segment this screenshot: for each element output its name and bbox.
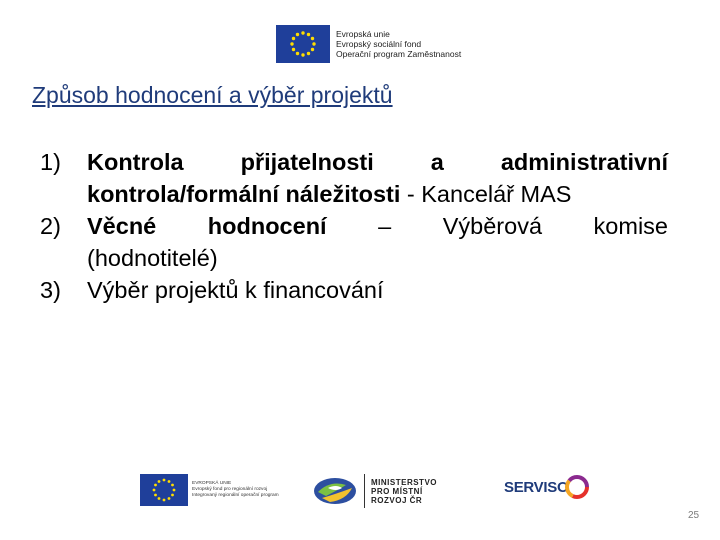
list-number: 2) [40,213,61,239]
list-item-text-bold: kontrola/formální náležitosti [87,181,401,207]
list-item-text: Výběr projektů k financování [87,277,384,303]
list-item-text: Kontrola přijatelnosti a administrativní [87,149,668,175]
list-item [40,146,668,210]
list-item-text-bold: Věcné hodnocení [87,213,327,239]
list-item-text: (hodnotitelé) [87,245,218,271]
page-number: 25 [688,510,700,521]
numbered-list [40,146,668,306]
slide-title: Způsob hodnocení a výběr projektů [32,82,393,108]
eu-esf-logo [276,22,476,66]
list-item [40,210,668,274]
list-number: 3) [40,277,61,303]
mmr-logo-text: MINISTERSTVO PRO MÍSTNÍ ROZVOJ ČR [371,477,438,505]
mmr-emblem-icon [312,474,358,508]
eu-erdf-logo-text: EVROPSKÁ UNIE Evropský fond pro regionální rozvoj Integrovaný regionální operační program [192,481,279,498]
serviso-logo [504,474,590,500]
eu-erdf-logo [140,474,279,506]
list-item [40,274,668,306]
list-item-text: – Výběrová komise [326,213,668,239]
eu-esf-logo-text: Evropská unie Evropský sociální fond Operační program Zaměstnanost [336,29,462,59]
list-item-text: - Kancelář MAS [400,181,572,207]
serviso-logo-text: SERVISO [504,478,569,496]
mmr-logo [312,474,437,508]
list-number: 1) [40,149,61,175]
eu-flag-icon [276,25,330,63]
divider [364,474,365,508]
serviso-ring-icon [564,474,590,500]
eu-flag-icon [140,474,188,506]
